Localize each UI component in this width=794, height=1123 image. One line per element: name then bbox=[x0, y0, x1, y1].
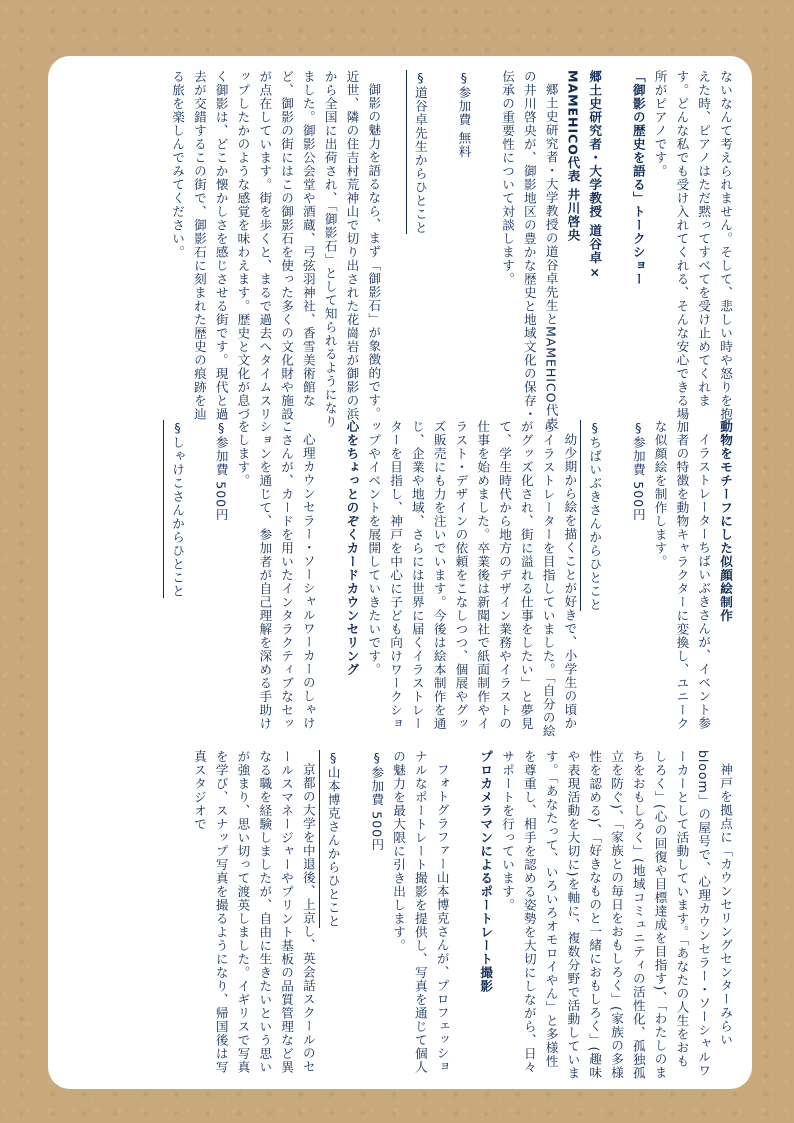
talk-show-fee: §参加費 無料 bbox=[456, 70, 472, 159]
card-counseling-title: 心をちょっとのぞくカードカウンセリング bbox=[344, 420, 360, 677]
lower-text-block bbox=[80, 750, 736, 1080]
portrait-drawing-title: 動物をモチーフにした似顔絵制作 bbox=[718, 420, 733, 623]
talk-comment-text: 御影の魅力を語るなら、まず「御影石」が象徴的です。近世、隣の住吉村荒神山で切り出された花崗岩が御影の浜から全国に出荷され、「御影石」として知られるようになりました。御影公会堂や酒蔵、弓弦羽神社、香雪美術館など、御影の街にはこの御影石を使った多くの文化財や施設が点在しています。街を歩くと、まるで過去へタイムスリップしたかのような感覚を味わえます。歴史と文化が息づく御影は、どこか懐かしさを感じさせる街です。現代と過去が交錯するこの街で、御影石に刻まれた歴史の痕跡を辿る旅を楽しんでみてください。 bbox=[170, 70, 382, 429]
chiba-comment-text: 幼少期から絵を描くことが好きで、小学生の頃からイラストレーターを目指していました。「自分の絵がグッズ化され、街に溢れる仕事をしたい」と夢見て、学生時代から地方のデザイン業務やイラストの仕事を始めました。卒業後は新聞社で紙面制作やイラスト・デザインの依頼をこなしつつ、個展やグッズ販売にも力を注いでいます。今後は絵本制作を通じ、企業や地域、さらには世界に届くイラストレーターを目指し、神戸を中心に子ども向けワークショップやイベントを展開していきたいです。 bbox=[366, 420, 578, 738]
card-counseling-fee: §参加費 500円 bbox=[213, 420, 229, 522]
talk-show-description: 郷土史研究者・大学教授の道谷卓先生とMAMEHICO代表の井川啓央が、御影地区の豊かな歴史と地域文化の保存・伝承の重要性について対談します。 bbox=[500, 70, 559, 430]
talk-show-title: 「御影の歴史を語る」トークショー bbox=[630, 70, 646, 286]
talk-show-subtitle-2: MAMEHICO代表 井川啓央 bbox=[565, 70, 581, 243]
portrait-photo-fee: §参加費 500円 bbox=[369, 750, 385, 852]
portrait-photo-title: プロカメラマンによるポートレート撮影 bbox=[478, 750, 494, 993]
card-counseling-description: 心理カウンセラー・ソーシャルワーカーのしゃけこさんが、カードを用いたインタラクティブなセッションを通じて、参加者が自己理解を深める手助けをします。 bbox=[235, 420, 316, 731]
intro-paragraph: ないなんて考えられません。そして、悲しい時や怒りを抱えた時、ピアノはただ黙ってすべてを受け止めてくれます。どんな私でも受け入れてくれる、そんな安心できる場所がピアノです。 bbox=[652, 70, 733, 421]
portrait-drawing-description: イラストレーターちばいぶきさんが、イベント参加者の特徴を動物キャラクターに変換し、ユニークな似顔絵を制作します。 bbox=[652, 420, 712, 731]
portrait-photo-description: フォトグラファー山本博克さんが、プロフェッショナルなポートレート撮影を提供し、写真を通じて個人の魅力を最大限に引き出します。 bbox=[391, 750, 450, 1074]
portrait-drawing-fee: §参加費 500円 bbox=[630, 420, 646, 522]
shakeko-comment-text: 神戸を拠点に「カウンセリングセンターみらいbloom」の屋号で、心理カウンセラー・ソーシャルワーカーとして活動しています。「あなたの人生をおもしろく」(心の回復や目標達成を目指す)、「わたしのまちをおもしろく」(地域コミュニティの活性化、孤独孤立を防ぐ)、「家族との毎日をおもしろく」(家族の多様性を認める)、「好きなものと一緒におもしろく」(趣味や表現活動を大切に)を軸に、複数分野で活動しています。「あなたって、いろいろオモロイやん」と多様性を尊重し、相手を認める姿勢を大切にしながら、日々サポートを行っています。 bbox=[500, 750, 733, 1080]
talk-show-subtitle-1: 郷土史研究者・大学教授 道谷卓× bbox=[587, 70, 603, 281]
content-card bbox=[48, 56, 752, 1089]
talk-comment-heading: §道谷卓先生からひとこと bbox=[406, 70, 431, 234]
middle-text-block bbox=[80, 420, 736, 738]
yamamoto-comment-text: 京都の大学を中退後、上京し、英会話スクールのセールスマネージャーやプリント基板の品質管理など異なる職を経験しましたが、自由に生きたいという思いが強まり、思い切って渡英しました。イギリスで写真を学び、スナップ写真を撮るようになり、帰国後は写真スタジオで bbox=[191, 750, 316, 1074]
upper-text-block bbox=[80, 70, 736, 432]
shakeko-comment-heading: §しゃけこさんからひとこと bbox=[163, 420, 188, 598]
chiba-comment-heading: §ちばいぶきさんからひとこと bbox=[580, 420, 605, 611]
yamamoto-comment-heading: §山本博克さんからひとこと bbox=[319, 750, 344, 928]
